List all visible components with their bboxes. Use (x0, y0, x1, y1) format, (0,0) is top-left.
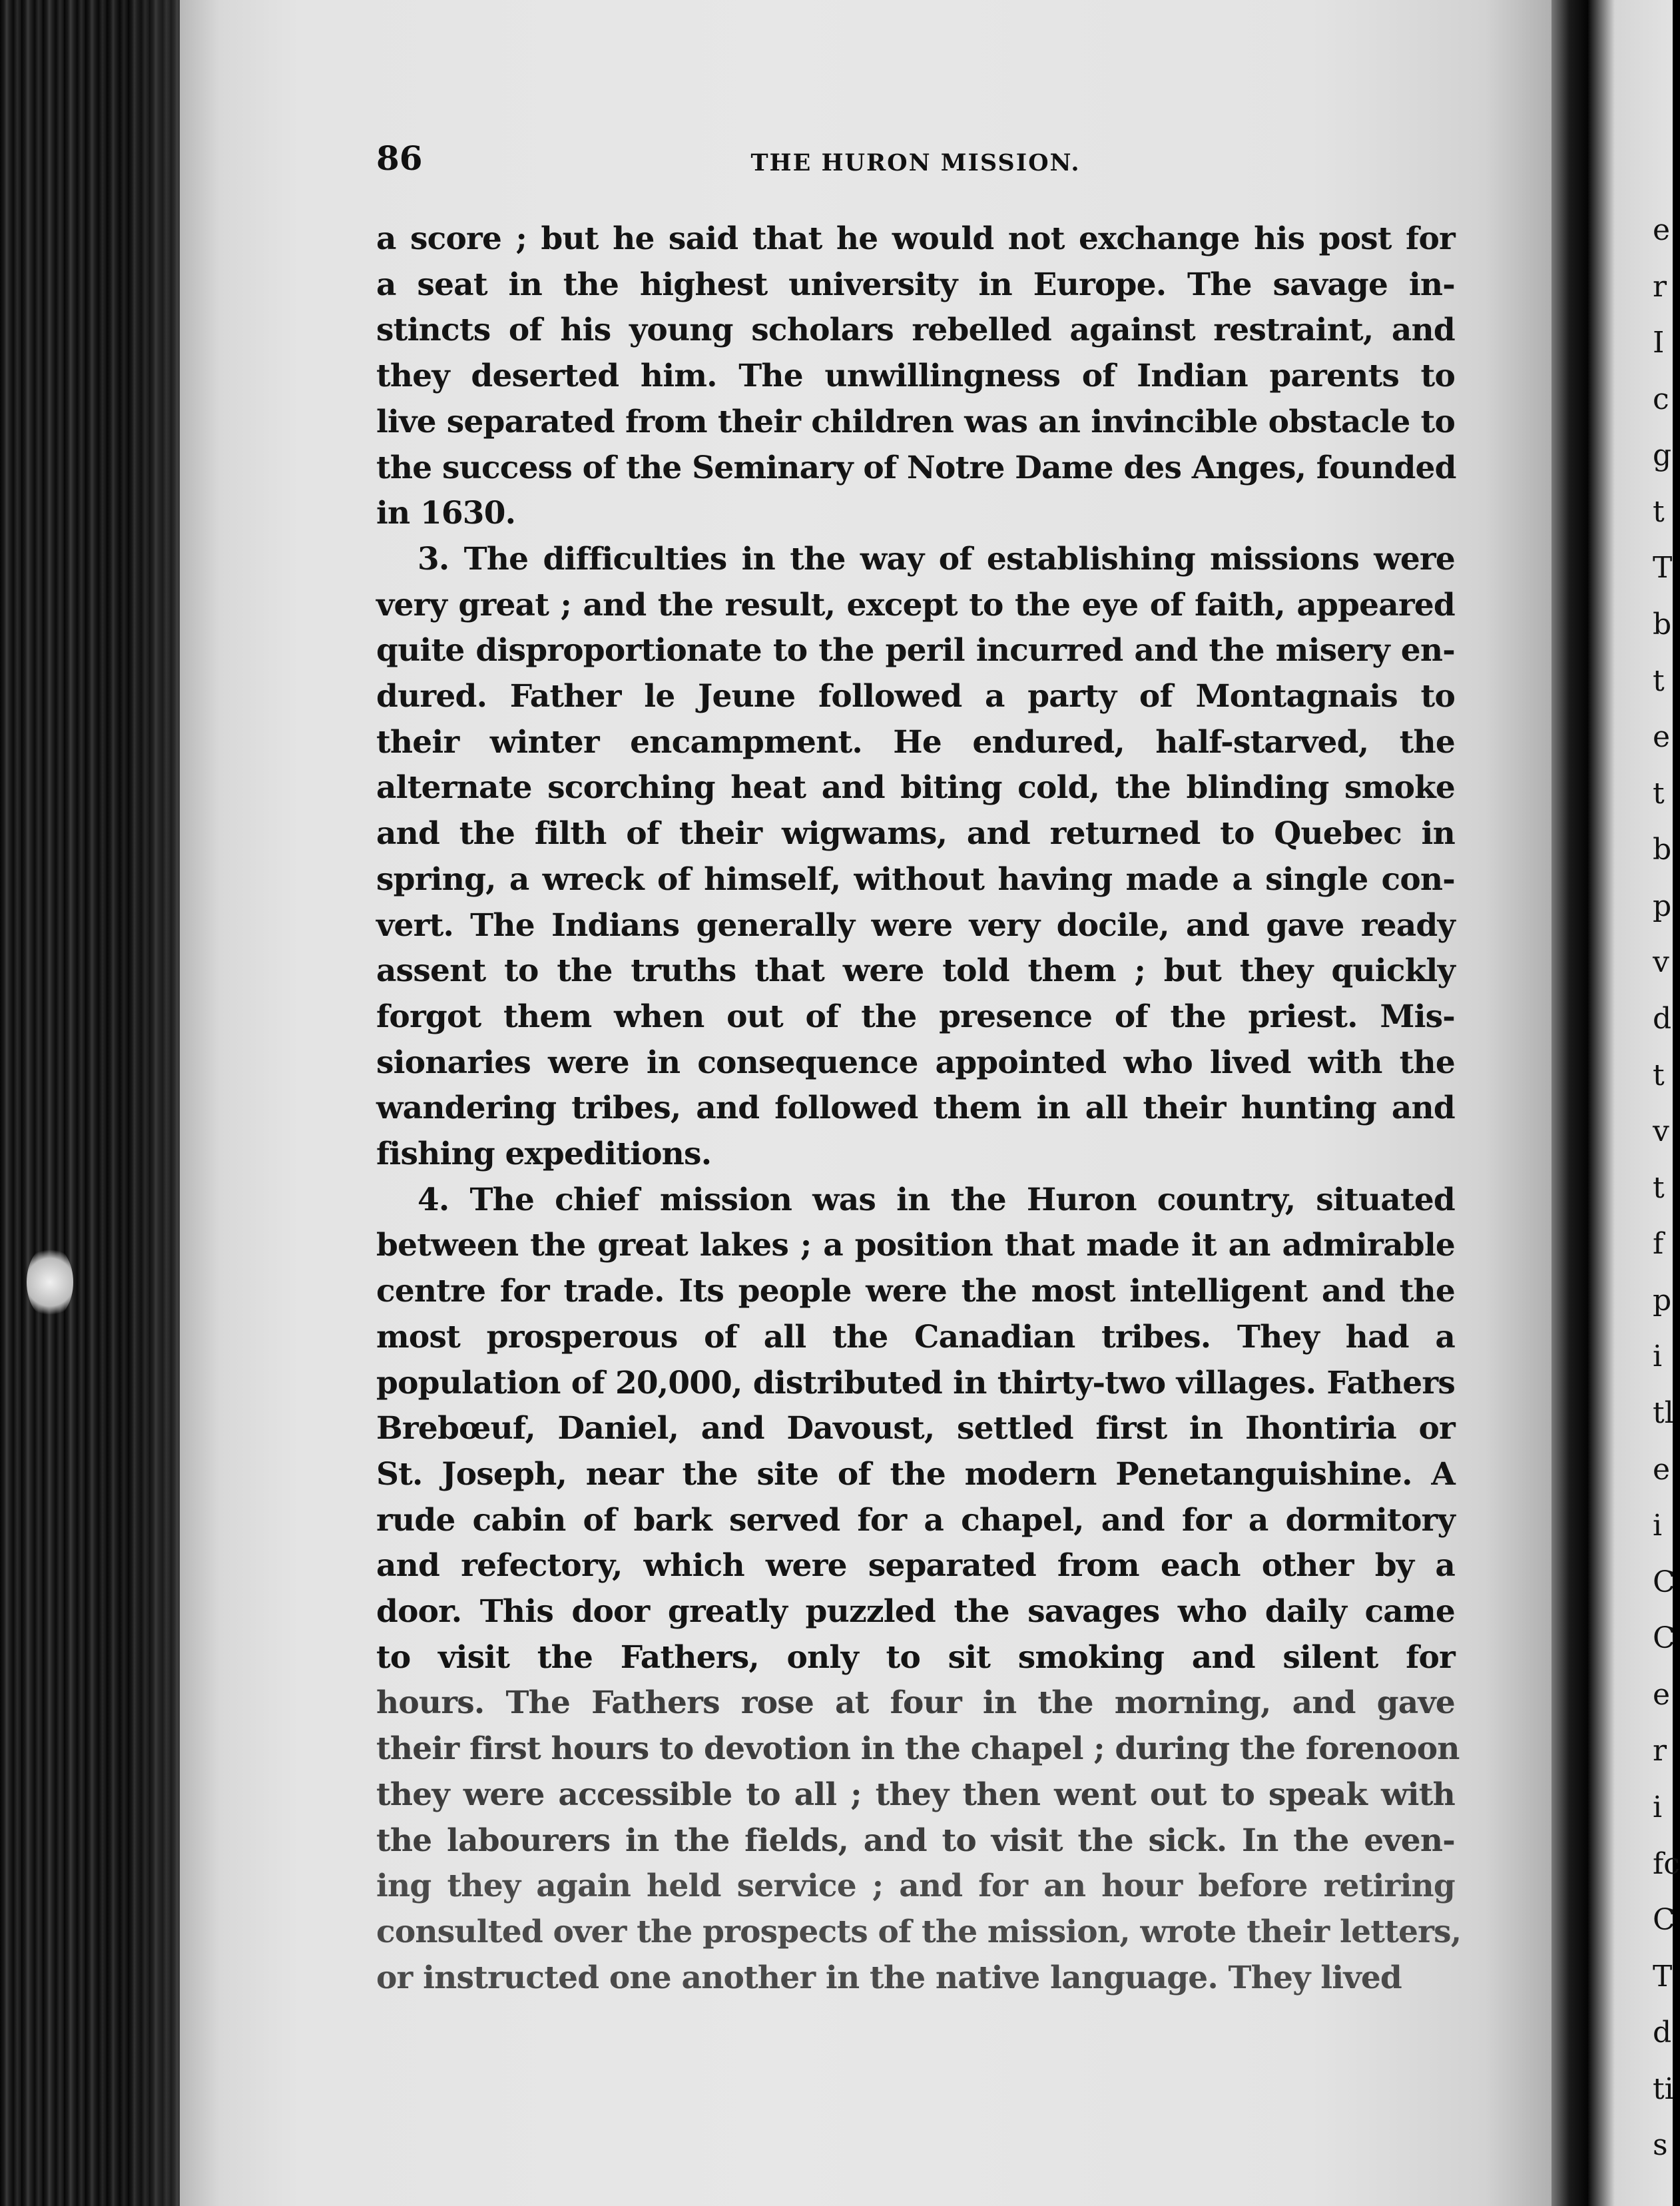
facing-page-fragment: i (1653, 1339, 1663, 1374)
text-line: wandering tribes, and followed them in all their hunting and (376, 1090, 1455, 1127)
text-line: spring, a wreck of himself, without having made a single con- (376, 861, 1455, 898)
facing-page-fragment: v (1653, 945, 1669, 980)
text-line: and refectory, which were separated from each other by a (376, 1547, 1455, 1585)
facing-page-fragment: i (1653, 1509, 1663, 1543)
facing-page-fragment: f (1653, 1227, 1664, 1262)
facing-page-fragment: i (1653, 1790, 1663, 1824)
text-line: their first hours to devotion in the chapel ; during the forenoon (376, 1730, 1460, 1768)
facing-page-fragment: tl (1653, 1396, 1674, 1430)
facing-page-fragment: p (1653, 1283, 1672, 1317)
facing-page-fragment: C (1653, 1621, 1675, 1656)
facing-page-fragment: C (1653, 1903, 1675, 1938)
facing-page-fragment: ti (1653, 2071, 1674, 2106)
facing-page-fragment: e (1653, 1677, 1671, 1712)
facing-page-fragment: e (1653, 720, 1671, 755)
facing-page-fragment: e (1653, 213, 1671, 247)
text-line: Brebœuf, Daniel, and Davoust, settled first in Ihontiria or (376, 1410, 1455, 1447)
text-line: most prosperous of all the Canadian tribes. They had a (376, 1318, 1455, 1355)
text-line: stincts of his young scholars rebelled against restraint, and (376, 312, 1455, 349)
text-line: centre for trade. Its people were the most intelligent and the (376, 1273, 1455, 1310)
text-line: vert. The Indians generally were very docile, and gave ready (376, 907, 1455, 944)
facing-page-fragment: d (1653, 1002, 1672, 1036)
text-line: live separated from their children was an invincible obstacle to (376, 403, 1455, 440)
text-line: population of 20,000, distributed in thirty-two villages. Fathers (376, 1364, 1455, 1401)
text-line: the labourers in the fields, and to visit the sick. In the even- (376, 1822, 1455, 1859)
gutter-shadow (1551, 0, 1591, 2206)
text-line: 4. The chief mission was in the Huron country, situated (418, 1181, 1455, 1218)
text-line: or instructed one another in the native language. They lived (376, 1959, 1402, 1996)
facing-page-fragment: t (1653, 1058, 1665, 1092)
text-line: in 1630. (376, 495, 516, 532)
text-line: between the great lakes ; a position that made it an admirable (376, 1227, 1455, 1264)
facing-page-fragment: e (1653, 1452, 1671, 1487)
facing-page-fragment: c (1653, 382, 1669, 416)
text-line: St. Joseph, near the site of the modern Penetanguishine. A (376, 1455, 1455, 1493)
text-line: they were accessible to all ; they then went out to speak with (376, 1776, 1455, 1813)
text-line: and the filth of their wigwams, and returned to Quebec in (376, 815, 1455, 853)
facing-page-fragment: s (1653, 2128, 1668, 2163)
text-line: consulted over the prospects of the mission, wrote their letters, (376, 1913, 1462, 1950)
text-line: the success of the Seminary of Notre Dame des Anges, founded (376, 449, 1456, 486)
facing-page-fragment: v (1653, 1114, 1669, 1149)
text-line: rude cabin of bark served for a chapel, and for a dormitory (376, 1501, 1455, 1539)
facing-page-fragment: d (1653, 2016, 1672, 2050)
text-line: they deserted him. The unwillingness of Indian parents to (376, 358, 1455, 395)
text-line: 3. The difficulties in the way of establishing missions were (418, 540, 1455, 577)
text-line: hours. The Fathers rose at four in the morning, and gave (376, 1684, 1455, 1722)
page-header (376, 139, 1455, 185)
text-line: to visit the Fathers, only to sit smoking and silent for (376, 1639, 1455, 1676)
text-line: sionaries were in consequence appointed who lived with the (376, 1044, 1455, 1081)
facing-page-fragment: C (1653, 1565, 1675, 1599)
page-number: 86 (376, 139, 423, 178)
text-line: fishing expeditions. (376, 1136, 712, 1172)
facing-page-fragment: t (1653, 494, 1665, 529)
facing-page-fragment: r (1653, 269, 1667, 304)
text-line: assent to the truths that were told them ; but they quickly (376, 952, 1455, 990)
facing-page-fragment: p (1653, 889, 1672, 923)
text-line: door. This door greatly puzzled the savages who daily came (376, 1593, 1455, 1630)
facing-page-fragment: b (1653, 607, 1672, 641)
facing-page-fragment: t (1653, 776, 1665, 811)
text-line: ing they again held service ; and for an hour before retiring (376, 1868, 1455, 1905)
facing-page-fragment: r (1653, 1734, 1667, 1768)
text-line: alternate scorching heat and biting cold, the blinding smoke (376, 769, 1455, 807)
running-head: THE HURON MISSION. (750, 149, 1081, 177)
text-line: their winter encampment. He endured, half-starved, the (376, 723, 1455, 761)
text-line: dured. Father le Jeune followed a party of Montagnais to (376, 678, 1455, 715)
facing-page-fragment: t (1653, 663, 1665, 698)
facing-page-text-fragments (1650, 0, 1680, 2206)
facing-page-fragment: t (1653, 1170, 1665, 1205)
facing-page-fragment: b (1653, 833, 1672, 867)
facing-page-fragment: fc (1653, 1846, 1680, 1881)
facing-page-fragment: I (1653, 326, 1665, 360)
facing-page-fragment: g (1653, 438, 1672, 473)
text-line: very great ; and the result, except to the eye of faith, appeared (376, 586, 1455, 623)
text-line: quite disproportionate to the peril incurred and the misery en- (376, 632, 1455, 669)
text-line: a score ; but he said that he would not exchange his post for (376, 220, 1455, 257)
paper-speck (27, 1246, 73, 1319)
text-line: a seat in the highest university in Europe. The savage in- (376, 266, 1455, 303)
facing-page-fragment: T (1653, 1959, 1673, 1994)
text-line: forgot them when out of the presence of the priest. Mis- (376, 998, 1455, 1035)
facing-page-fragment: T (1653, 551, 1673, 585)
